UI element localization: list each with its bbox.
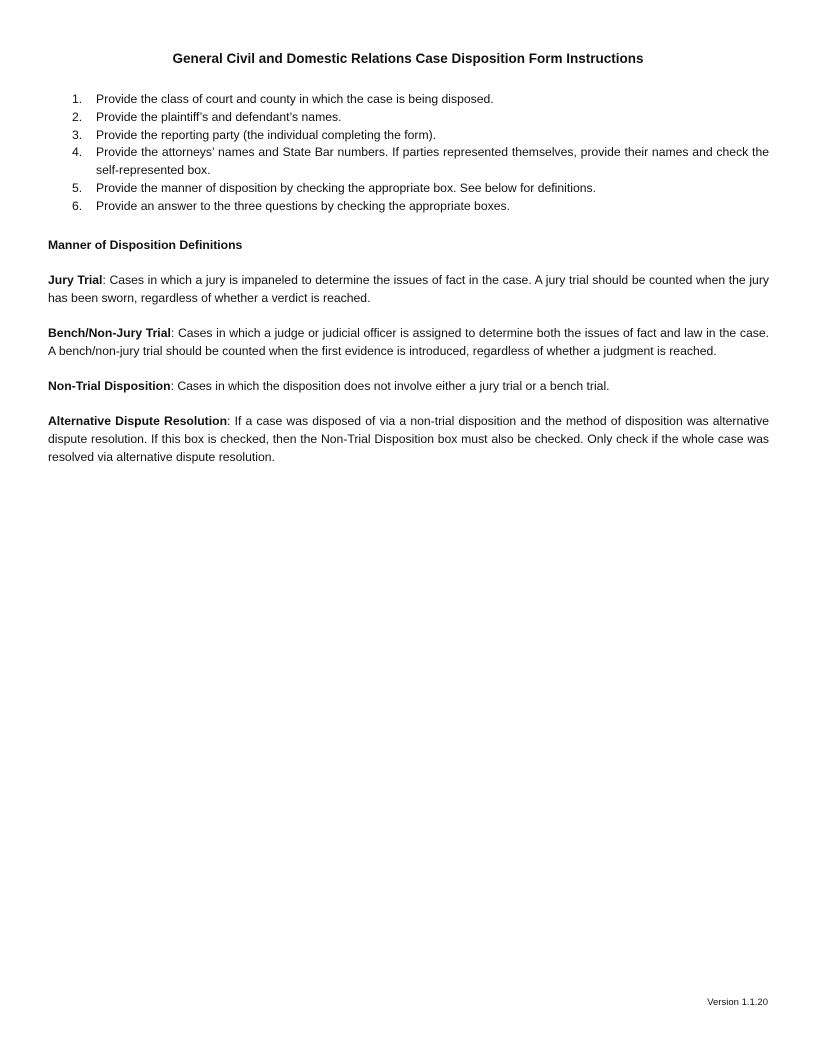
definition-paragraph	[48, 272, 769, 308]
instruction-item	[48, 198, 769, 216]
instruction-number: 5.	[72, 180, 83, 195]
instruction-item	[48, 127, 769, 145]
definition-separator: :	[170, 379, 178, 394]
definition-separator: :	[227, 414, 235, 429]
instruction-number: 4.	[72, 145, 83, 160]
document-title: General Civil and Domestic Relations Case Disposition Form Instructions	[172, 51, 644, 66]
instruction-item	[48, 180, 769, 198]
instruction-text: Provide the class of court and county in which the case is being disposed.	[96, 92, 494, 106]
instruction-number: 3.	[72, 127, 83, 142]
definition-separator: :	[102, 273, 110, 287]
definition-text: Cases in which the disposition does not involve either a jury trial or a bench trial.	[177, 379, 610, 394]
instruction-text: Provide the attorneys’ names and State Bar numbers. If parties represented themselves, provide their names and check the self-represented box.	[96, 145, 769, 178]
instruction-text: Provide the reporting party (the individual completing the form).	[96, 127, 437, 142]
definition-paragraph	[48, 325, 769, 361]
instruction-text: Provide the manner of disposition by checking the appropriate box. See below for definitions.	[96, 180, 596, 195]
definition-term: Non-Trial Disposition	[48, 379, 171, 394]
instruction-item	[48, 109, 769, 127]
definition-paragraph	[48, 413, 769, 466]
instruction-item	[48, 91, 769, 109]
instruction-number: 2.	[72, 109, 83, 124]
definition-text: If a case was disposed of via a non-trial disposition and the method of disposition was alternative dispute resolution. If this box is checked, then the Non-Trial Disposition box must also be checked. Only check if the whole case was resolved via alternative dispute resolution.	[48, 414, 769, 465]
instruction-number: 6.	[72, 198, 83, 213]
definition-term: Bench/Non-Jury Trial	[48, 326, 171, 341]
instruction-list	[48, 91, 769, 216]
instruction-number: 1.	[72, 92, 83, 106]
instruction-text: Provide an answer to the three questions by checking the appropriate boxes.	[96, 198, 510, 213]
instruction-text: Provide the plaintiff’s and defendant’s names.	[96, 109, 342, 124]
definition-text: Cases in which a judge or judicial officer is assigned to determine both the issues of fact and law in the case. A bench/non-jury trial should be counted when the first evidence is introduced, regardless of whether a judgment is reached.	[48, 326, 770, 358]
definitions-heading: Manner of Disposition Definitions	[48, 238, 243, 252]
definition-separator: :	[170, 326, 178, 341]
instruction-item	[48, 144, 769, 180]
definition-paragraph	[48, 378, 769, 396]
definitions-section	[48, 272, 769, 484]
definition-text: Cases in which a jury is impaneled to determine the issues of fact in the case. A jury trial should be counted when the jury has been sworn, regardless of whether a verdict is reached.	[48, 273, 769, 305]
version-label: Version 1.1.20	[707, 997, 768, 1008]
definition-term: Jury Trial	[48, 273, 103, 287]
definition-term: Alternative Dispute Resolution	[48, 414, 228, 429]
